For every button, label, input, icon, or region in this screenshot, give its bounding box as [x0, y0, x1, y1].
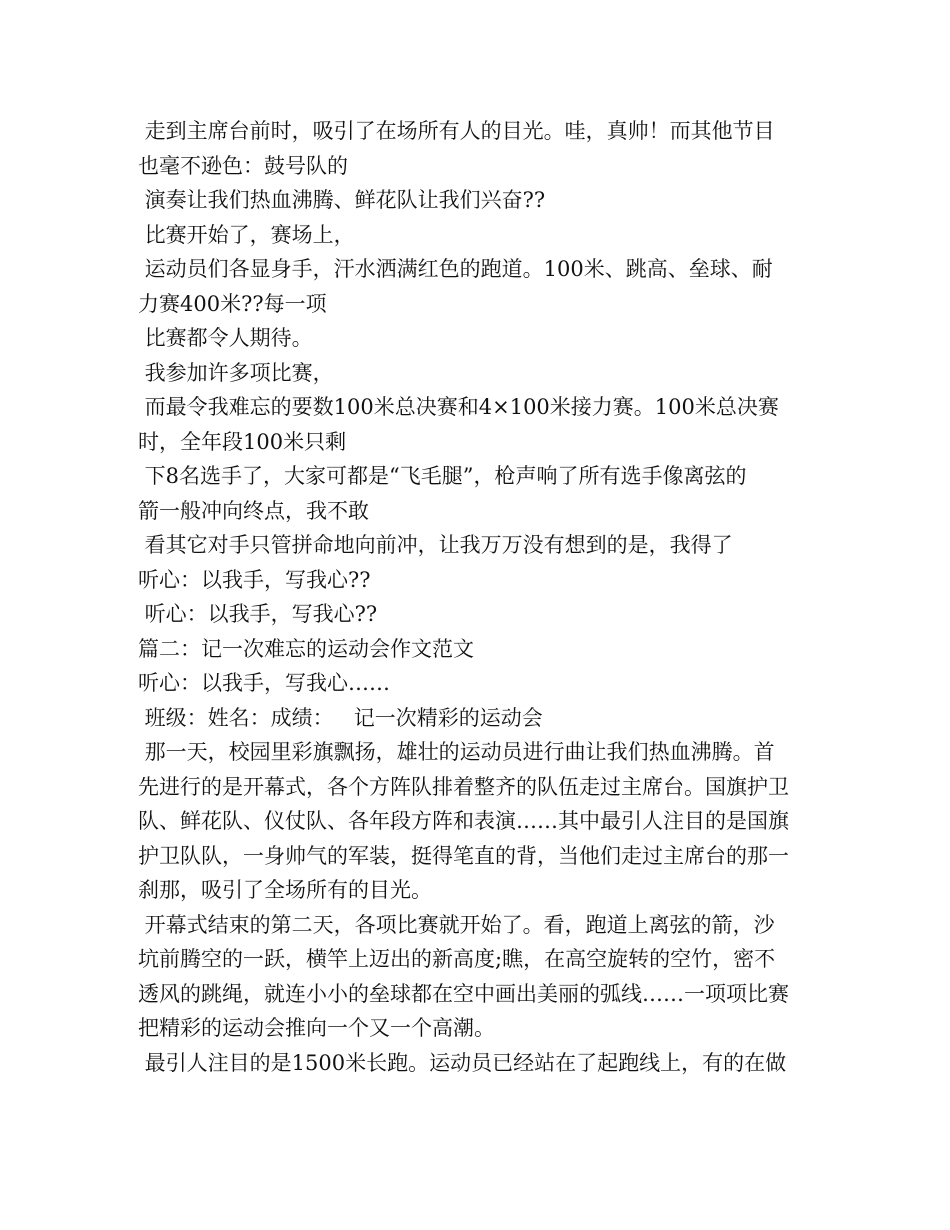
text-line: 听心：以我手，写我心?? [138, 567, 371, 592]
text-line: 透风的跳绳，就连小小的垒球都在空中画出美丽的弧线……一项项比赛 [138, 981, 789, 1006]
text-line: 演奏让我们热血沸腾、鲜花队让我们兴奋?? [138, 188, 546, 212]
text-line: 下8名选手了，大家可都是“飞毛腿”，枪声响了所有选手像离弦的 [138, 464, 747, 488]
text-line: 比赛都令人期待。 [138, 326, 313, 350]
text-line: 我参加许多项比赛， [138, 360, 334, 385]
text-line: 最引人注目的是1500米长跑。运动员已经站在了起跑线上，有的在做 [138, 1050, 787, 1075]
text-line: 看其它对手只管拼命地向前冲，让我万万没有想到的是，我得了 [138, 533, 733, 557]
text-line: 篇二：记一次难忘的运动会作文范文 [138, 636, 474, 661]
text-line: 开幕式结束的第二天，各项比赛就开始了。看，跑道上离弦的箭，沙 [138, 912, 775, 937]
text-line: 班级：姓名：成绩： 记一次精彩的运动会 [138, 705, 543, 730]
text-line: 那一天，校园里彩旗飘扬，雄壮的运动员进行曲让我们热血沸腾。首 [138, 740, 775, 764]
text-line: 走到主席台前时，吸引了在场所有人的目光。哇，真帅！而其他节目 [138, 119, 775, 143]
text-line: 队、鲜花队、仪仗队、各年段方阵和表演……其中最引人注目的是国旗 [138, 809, 789, 833]
text-line: 先进行的是开幕式，各个方阵队排着整齐的队伍走过主席台。国旗护卫 [138, 774, 789, 799]
text-line: 比赛开始了，赛场上， [138, 222, 355, 247]
text-line: 把精彩的运动会推向一个又一个高潮。 [138, 1016, 495, 1040]
text-line: 护卫队队，一身帅气的军装，挺得笔直的背，当他们走过主席台的那一 [138, 843, 789, 868]
text-line: 听心：以我手，写我心…… [138, 671, 390, 695]
text-line: 力赛400米??每一项 [138, 291, 327, 316]
text-line: 而最令我难忘的要数100米总决赛和4×100米接力赛。100米总决赛 [138, 395, 779, 419]
text-line: 坑前腾空的一跃，横竿上迈出的新高度;瞧，在高空旋转的空竹，密不 [138, 947, 776, 971]
text-line: 时，全年段100米只剩 [138, 429, 347, 454]
text-line: 箭一般冲向终点，我不敢 [138, 498, 369, 523]
text-line: 运动员们各显身手，汗水洒满红色的跑道。100米、跳高、垒球、耐 [138, 257, 773, 281]
text-line: 也毫不逊色：鼓号队的 [138, 153, 348, 178]
document-body [138, 114, 818, 1080]
text-line: 刹那，吸引了全场所有的目光。 [138, 878, 432, 902]
text-line: 听心：以我手，写我心?? [138, 602, 378, 626]
